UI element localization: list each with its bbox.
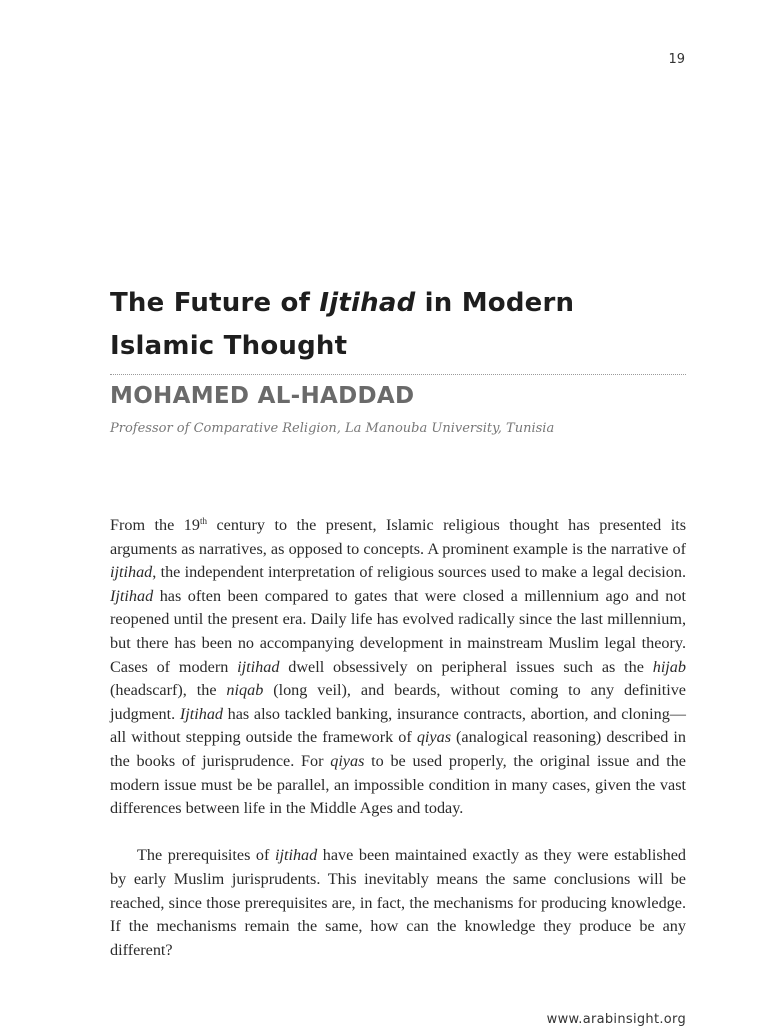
article-body <box>110 514 686 962</box>
text-run: dwell obsessively on peripheral issues such as the <box>279 657 653 676</box>
text-run: has often been compared to gates that were closed a millennium ago and not reopened until the present era. Daily life has evolved radically since the last millennium, but there has been no accompanying development in mainstream Muslim legal theory. Cases of modern <box>110 586 686 676</box>
text-run: century to the present, Islamic religious thought has presented its arguments as narratives, as opposed to concepts. A prominent example is the narrative of <box>110 516 686 558</box>
title-italic-term: Ijtihad <box>319 288 416 318</box>
page-number: 19 <box>668 52 685 67</box>
article-header <box>110 282 686 436</box>
text-run: to be used properly, the original issue and the modern issue must be be parallel, an impossible condition in many cases, given the vast differences between life in the Middle Ages and today. <box>110 751 686 818</box>
italic-term: ijtihad <box>274 846 318 865</box>
italic-term: qiyas <box>416 728 451 747</box>
text-run: , the independent interpretation of religious sources used to make a legal decision. <box>152 563 686 582</box>
article-title <box>110 282 686 368</box>
text-run: (long veil), and beards, without coming to any definitive judgment. <box>110 681 686 723</box>
author-affiliation: Professor of Comparative Religion, La Manouba University, Tunisia <box>110 421 555 436</box>
italic-term: Ijtihad <box>110 586 154 605</box>
title-part-1: The Future of <box>110 288 320 318</box>
italic-term: qiyas <box>330 751 365 770</box>
ordinal-superscript: th <box>199 516 207 526</box>
italic-term: hijab <box>652 657 686 676</box>
text-run: (analogical reasoning) described in the books of jurisprudence. For <box>110 728 687 770</box>
author-name: MOHAMED AL-HADDAD <box>110 383 415 409</box>
title-part-2: in Modern Islamic Thought <box>110 288 575 361</box>
text-run: The prerequisites of <box>137 846 275 865</box>
text-run: has also tackled banking, insurance contracts, abortion, and cloning— all without stepping outside the framework of <box>110 704 686 747</box>
paragraph-2 <box>110 844 686 962</box>
italic-term: ijtihad <box>110 563 153 582</box>
text-run: have been maintained exactly as they were established by early Muslim jurisprudents. This inevitably means the same conclusions will be reached, since those prerequisites are, in fact, the mechanisms for producing knowledge. If the mechanisms remain the same, how can the knowledge they produce be any different? <box>110 846 686 959</box>
dotted-divider <box>110 374 686 375</box>
text-run: (headscarf), the <box>110 681 227 700</box>
italic-term: Ijtihad <box>179 704 224 723</box>
footer-website-link[interactable]: www.arabinsight.org <box>546 1012 686 1027</box>
italic-term: niqab <box>226 681 264 700</box>
paragraph-1 <box>110 514 686 821</box>
text-run: From the 19 <box>110 516 200 534</box>
italic-term: ijtihad <box>237 657 280 676</box>
